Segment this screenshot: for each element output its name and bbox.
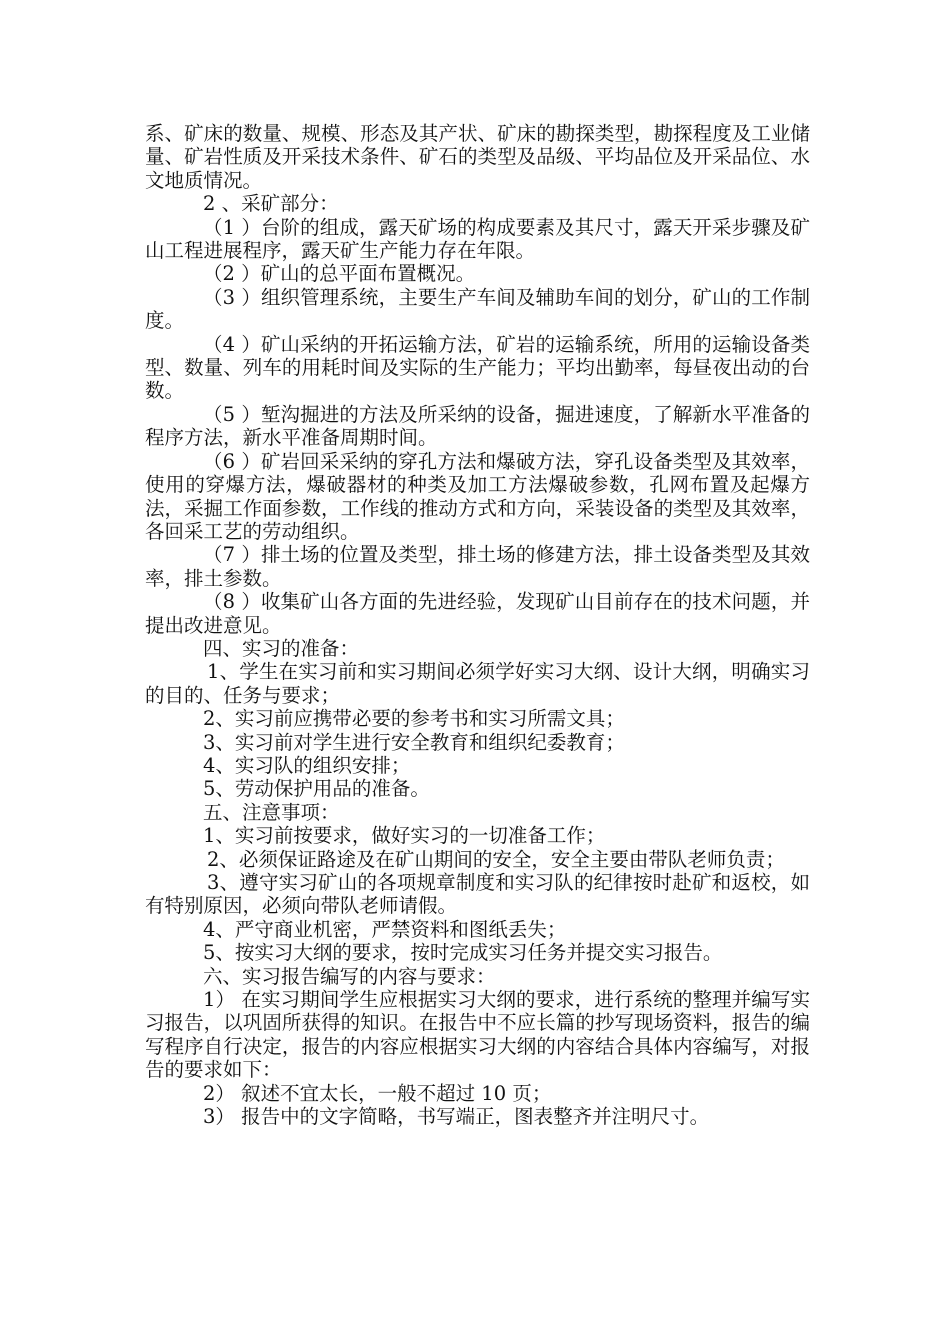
list-item-report-1: 1） 在实习期间学生应根据实习大纲的要求，进行系统的整理并编写实习报告，以巩固所获得的知识。在报告中不应长篇的抄写现场资料，报告的编写程序自行决定，报告的内容应根据实习大纲的内容结合具体内容编写，对报告的要求如下：: [145, 988, 810, 1082]
list-item-notes-3: 3、遵守实习矿山的各项规章制度和实习队的纪律按时赴矿和返校，如有特别原因，必须向带队老师请假。: [145, 871, 810, 918]
document-body: [145, 122, 810, 1128]
list-item-mining-6: （6 ）矿岩回采采纳的穿孔方法和爆破方法，穿孔设备类型及其效率，使用的穿爆方法，爆破器材的种类及加工方法爆破参数，孔网布置及起爆方法，采掘工作面参数，工作线的推动方式和方向，采装设备的类型及其效率，各回采工艺的劳动组织。: [145, 449, 810, 543]
list-item-mining-7: （7 ）排土场的位置及类型，排土场的修建方法，排土设备类型及其效率，排土参数。: [145, 543, 810, 590]
section-heading-notes: 五、注意事项：: [203, 800, 340, 824]
list-item-preparation-5: 5、劳动保护用品的准备。: [203, 777, 430, 801]
list-item-preparation-2: 2、实习前应携带必要的参考书和实习所需文具；: [203, 707, 625, 731]
list-item-mining-3: （3 ）组织管理系统，主要生产车间及辅助车间的划分，矿山的工作制度。: [145, 285, 810, 333]
list-item-report-2: 2） 叙述不宜太长，一般不超过 10 页；: [203, 1081, 552, 1105]
list-item-mining-8: （8 ）收集矿山各方面的先进经验，发现矿山目前存在的技术问题，并提出改进意见。: [145, 590, 810, 637]
list-item-notes-1: 1、实习前按要求，做好实习的一切准备工作；: [203, 824, 606, 848]
list-item-preparation-4: 4、实习队的组织安排；: [203, 753, 411, 777]
list-item-mining-4: （4 ）矿山采纳的开拓运输方法，矿岩的运输系统，所用的运输设备类型、数量、列车的用耗时间及实际的生产能力；平均出勤率，每昼夜出动的台数。: [145, 332, 810, 403]
list-item-notes-4: 4、严守商业机密，严禁资料和图纸丢失；: [203, 917, 567, 941]
list-item-mining-1: （1 ）台阶的组成，露天矿场的构成要素及其尺寸，露天开采步骤及矿山工程进展程序，露天矿生产能力存在年限。: [145, 215, 810, 263]
list-item-notes-2: 2、必须保证路途及在矿山期间的安全，安全主要由带队老师负责；: [207, 847, 785, 871]
list-item-mining-2: （2 ）矿山的总平面布置概况。: [203, 262, 476, 286]
list-item-preparation-3: 3、实习前对学生进行安全教育和组织纪委教育；: [203, 730, 625, 754]
list-item-report-3: 3） 报告中的文字简略，书写端正，图表整齐并注明尺寸。: [203, 1105, 710, 1129]
section-heading-mining: 2 、采矿部分：: [203, 192, 339, 216]
list-item-preparation-1: 1、学生在实习前和实习期间必须学好实习大纲、设计大纲，明确实习的目的、任务与要求；: [145, 660, 810, 707]
section-heading-preparation: 四、实习的准备：: [203, 636, 360, 660]
paragraph-geology-continued: 系、矿床的数量、规模、形态及其产状、矿床的勘探类型，勘探程度及工业储量、矿岩性质及开采技术条件、矿石的类型及品级、平均品位及开采品位、水文地质情况。: [145, 122, 810, 192]
list-item-mining-5: （5 ）堑沟掘进的方法及所采纳的设备，掘进速度，了解新水平准备的程序方法，新水平准备周期时间。: [145, 402, 810, 450]
section-heading-report: 六、实习报告编写的内容与要求：: [203, 964, 496, 988]
list-item-notes-5: 5、按实习大纲的要求，按时完成实习任务并提交实习报告。: [203, 941, 723, 965]
